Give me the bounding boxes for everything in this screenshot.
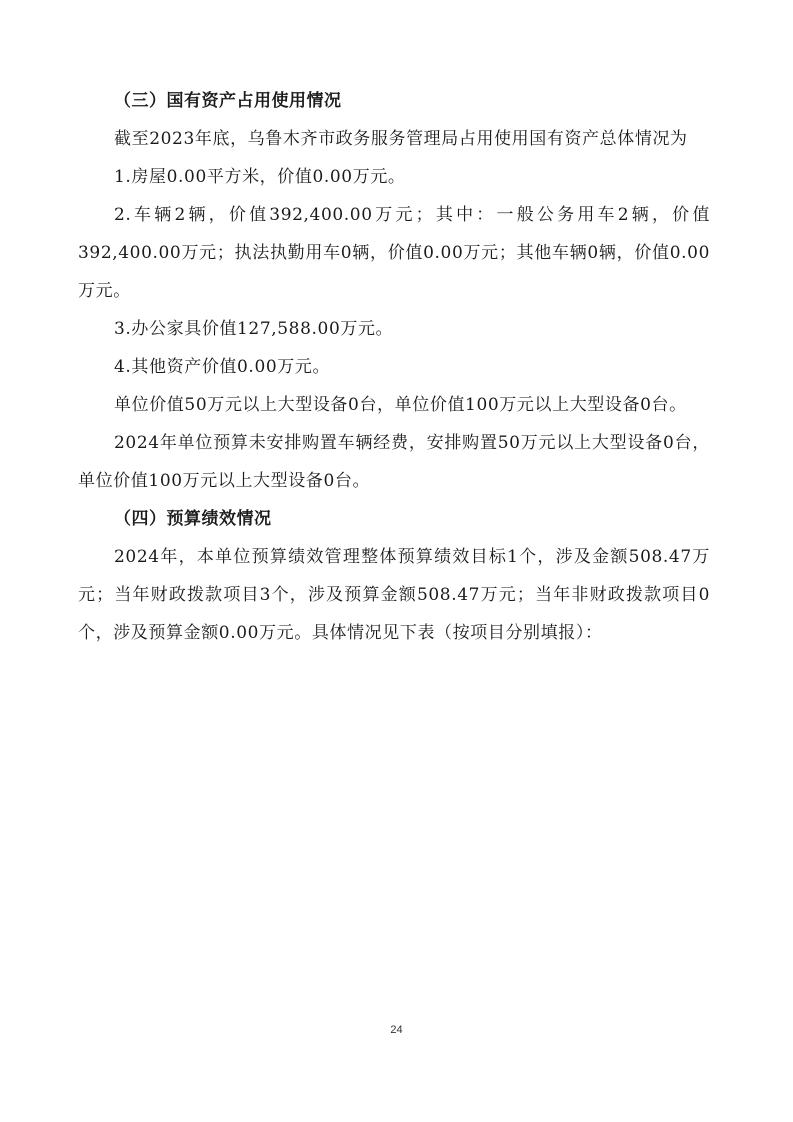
item-vehicles: 2.车辆2辆，价值392,400.00万元；其中：一般公务用车2辆，价值392,400.00万元；执法执勤用车0辆，价值0.00万元；其他车辆0辆，价值0.00万元。 — [78, 205, 710, 301]
performance-paragraph: 2024年，本单位预算绩效管理整体预算绩效目标1个，涉及金额508.47万元；当年财政拨款项目3个，涉及预算金额508.47万元；当年非财政拨款项目0个，涉及预算金额0.00万元。具体情况见下表（按项目分别填报）： — [78, 547, 710, 643]
section-4-heading: （四）预算绩效情况 — [114, 509, 272, 529]
section-3-heading: （三）国有资产占用使用情况 — [114, 91, 342, 111]
budget-2024-paragraph: 2024年单位预算未安排购置车辆经费，安排购置50万元以上大型设备0台，单位价值100万元以上大型设备0台。 — [78, 433, 710, 491]
document-page — [78, 82, 710, 652]
section-3-intro: 截至2023年底，乌鲁木齐市政务服务管理局占用使用国有资产总体情况为 — [114, 129, 688, 149]
large-equipment-paragraph: 单位价值50万元以上大型设备0台，单位价值100万元以上大型设备0台。 — [114, 395, 687, 415]
item-furniture: 3.办公家具价值127,588.00万元。 — [114, 319, 394, 339]
item-other-assets: 4.其他资产价值0.00万元。 — [114, 357, 331, 377]
item-housing: 1.房屋0.00平方米，价值0.00万元。 — [114, 167, 406, 187]
page-number: 24 — [390, 1024, 403, 1036]
